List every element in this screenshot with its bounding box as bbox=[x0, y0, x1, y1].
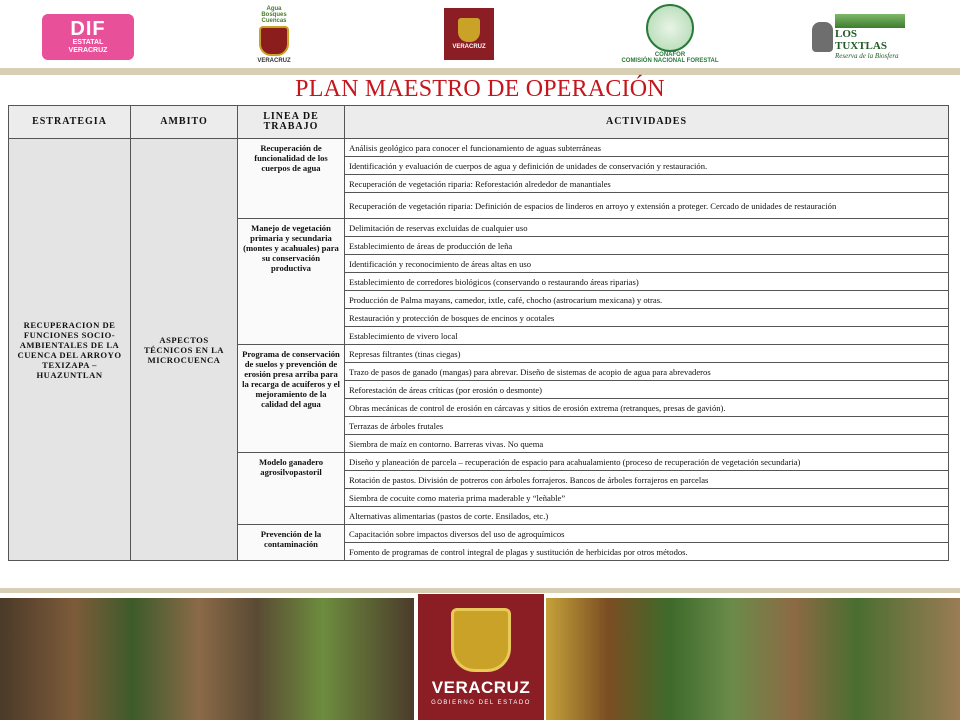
linea-trabajo-cell: Prevención de la contaminación bbox=[238, 525, 345, 561]
veracruz-government-logo bbox=[418, 594, 544, 720]
dif-logo-line3: VERACRUZ bbox=[68, 47, 108, 54]
veracruz-top-label: VERACRUZ bbox=[452, 44, 486, 50]
actividad-cell: Diseño y planeación de parcela – recuperación de espacio para acahualamiento (proceso de recuperación de vegetación secundaria) bbox=[345, 453, 949, 471]
actividad-cell: Siembra de maíz en contorno. Barreras vivas. No quema bbox=[345, 435, 949, 453]
actividad-cell: Identificación y reconocimiento de áreas altas en uso bbox=[345, 255, 949, 273]
veracruz-crest-icon bbox=[458, 18, 480, 42]
linea-trabajo-cell: Modelo ganadero agrosilvopastoril bbox=[238, 453, 345, 525]
actividad-cell: Siembra de cocuite como materia prima maderable y “leñable” bbox=[345, 489, 949, 507]
los-tuxtlas-logo bbox=[812, 12, 908, 62]
veracruz-crest-icon bbox=[259, 26, 289, 56]
agua-logo-line2: Bosques bbox=[261, 12, 287, 18]
plan-table bbox=[8, 105, 949, 561]
header-estrategia: ESTRATEGIA bbox=[9, 106, 131, 139]
linea-trabajo-cell: Recuperación de funcionalidad de los cuerpos de agua bbox=[238, 139, 345, 219]
agua-logo-line1: Agua bbox=[266, 6, 282, 12]
actividad-cell: Trazo de pasos de ganado (mangas) para abrevar. Diseño de sistemas de acopio de agua para abrevaderos bbox=[345, 363, 949, 381]
veracruz-footer-name: VERACRUZ bbox=[431, 678, 531, 697]
table-row bbox=[9, 139, 949, 157]
actividad-cell: Fomento de programas de control integral de plagas y sustitución de herbicidas por otros métodos. bbox=[345, 543, 949, 561]
linea-trabajo-cell: Manejo de vegetación primaria y secundaria (montes y acahuales) para su conservación productiva bbox=[238, 219, 345, 345]
actividad-cell: Establecimiento de corredores biológicos (conservando o restaurando áreas riparias) bbox=[345, 273, 949, 291]
actividad-cell: Rotación de pastos. División de potreros con árboles forrajeros. Bancos de árboles forrajeros en parcelas bbox=[345, 471, 949, 489]
conafor-name: CONAFOR bbox=[654, 52, 686, 58]
actividad-cell: Establecimiento de vivero local bbox=[345, 327, 949, 345]
actividad-cell: Producción de Palma mayans, camedor, ixtle, café, chocho (astrocarium mexicana) y otras. bbox=[345, 291, 949, 309]
veracruz-top-logo bbox=[444, 8, 494, 60]
header-linea: LINEA DE TRABAJO bbox=[238, 106, 345, 139]
veracruz-crest-icon bbox=[451, 608, 511, 672]
actividad-cell: Recuperación de vegetación riparia: Reforestación alrededor de manantiales bbox=[345, 175, 949, 193]
page-title: PLAN MAESTRO DE OPERACIÓN bbox=[295, 76, 665, 102]
agua-logo-line4: VERACRUZ bbox=[257, 58, 291, 64]
tuxtlas-name: LOS TUXTLAS bbox=[834, 28, 887, 52]
actividad-cell: Represas filtrantes (tinas ciegas) bbox=[345, 345, 949, 363]
landscape-band-icon bbox=[835, 14, 905, 28]
gobierno-label: GOBIERNO DEL ESTADO bbox=[431, 700, 531, 706]
footer-divider bbox=[0, 588, 960, 593]
actividad-cell: Capacitación sobre impactos diversos del uso de agroquímicos bbox=[345, 525, 949, 543]
conafor-full-name: COMISIÓN NACIONAL FORESTAL bbox=[621, 58, 719, 64]
table-header-row bbox=[9, 106, 949, 139]
field-work-photo-right bbox=[546, 598, 960, 720]
dif-logo bbox=[42, 14, 134, 60]
tuxtlas-sub: Reserva de la Biosfera bbox=[834, 52, 899, 60]
actividad-cell: Delimitación de reservas excluidas de cualquier uso bbox=[345, 219, 949, 237]
dif-logo-text: DIF bbox=[70, 18, 106, 40]
dif-logo-line2: ESTATAL bbox=[72, 39, 104, 46]
header-ambito: AMBITO bbox=[131, 106, 238, 139]
logo-bar bbox=[0, 0, 960, 68]
field-work-photo-left bbox=[0, 598, 414, 720]
mexico-globe-icon bbox=[646, 4, 694, 52]
plan-table-body bbox=[9, 139, 949, 561]
header-actividades: ACTIVIDADES bbox=[345, 106, 949, 139]
linea-trabajo-cell: Programa de conservación de suelos y prevención de erosión presa arriba para la recarga de acuíferos y el mejoramiento de la calidad del agua bbox=[238, 345, 345, 453]
agua-bosques-cuencas-logo bbox=[248, 6, 300, 64]
actividad-cell: Obras mecánicas de control de erosión en cárcavas y sitios de erosión extrema (retranques, presas de gavión). bbox=[345, 399, 949, 417]
actividad-cell: Reforestación de áreas críticas (por erosión o desmonte) bbox=[345, 381, 949, 399]
actividad-cell: Recuperación de vegetación riparia: Definición de espacios de linderos en arroyo y extensión a proteger. Cercado de unidades de restauración bbox=[345, 193, 949, 219]
olmec-head-icon bbox=[812, 22, 833, 52]
actividad-cell: Alternativas alimentarias (pastos de corte. Ensilados, etc.) bbox=[345, 507, 949, 525]
actividad-cell: Identificación y evaluación de cuerpos de agua y definición de unidades de conservación y restauración. bbox=[345, 157, 949, 175]
estrategia-cell: RECUPERACION DE FUNCIONES SOCIO-AMBIENTALES DE LA CUENCA DEL ARROYO TEXIZAPA – HUAZUNTLAN bbox=[9, 139, 131, 561]
actividad-cell: Terrazas de árboles frutales bbox=[345, 417, 949, 435]
header-divider bbox=[0, 68, 960, 75]
agua-logo-line3: Cuencas bbox=[261, 18, 287, 24]
actividad-cell: Restauración y protección de bosques de encinos y ocotales bbox=[345, 309, 949, 327]
actividad-cell: Análisis geológico para conocer el funcionamiento de aguas subterráneas bbox=[345, 139, 949, 157]
ambito-cell: ASPECTOS TÉCNICOS EN LA MICROCUENCA bbox=[131, 139, 238, 561]
conafor-logo bbox=[608, 4, 732, 64]
actividad-cell: Establecimiento de áreas de producción de leña bbox=[345, 237, 949, 255]
